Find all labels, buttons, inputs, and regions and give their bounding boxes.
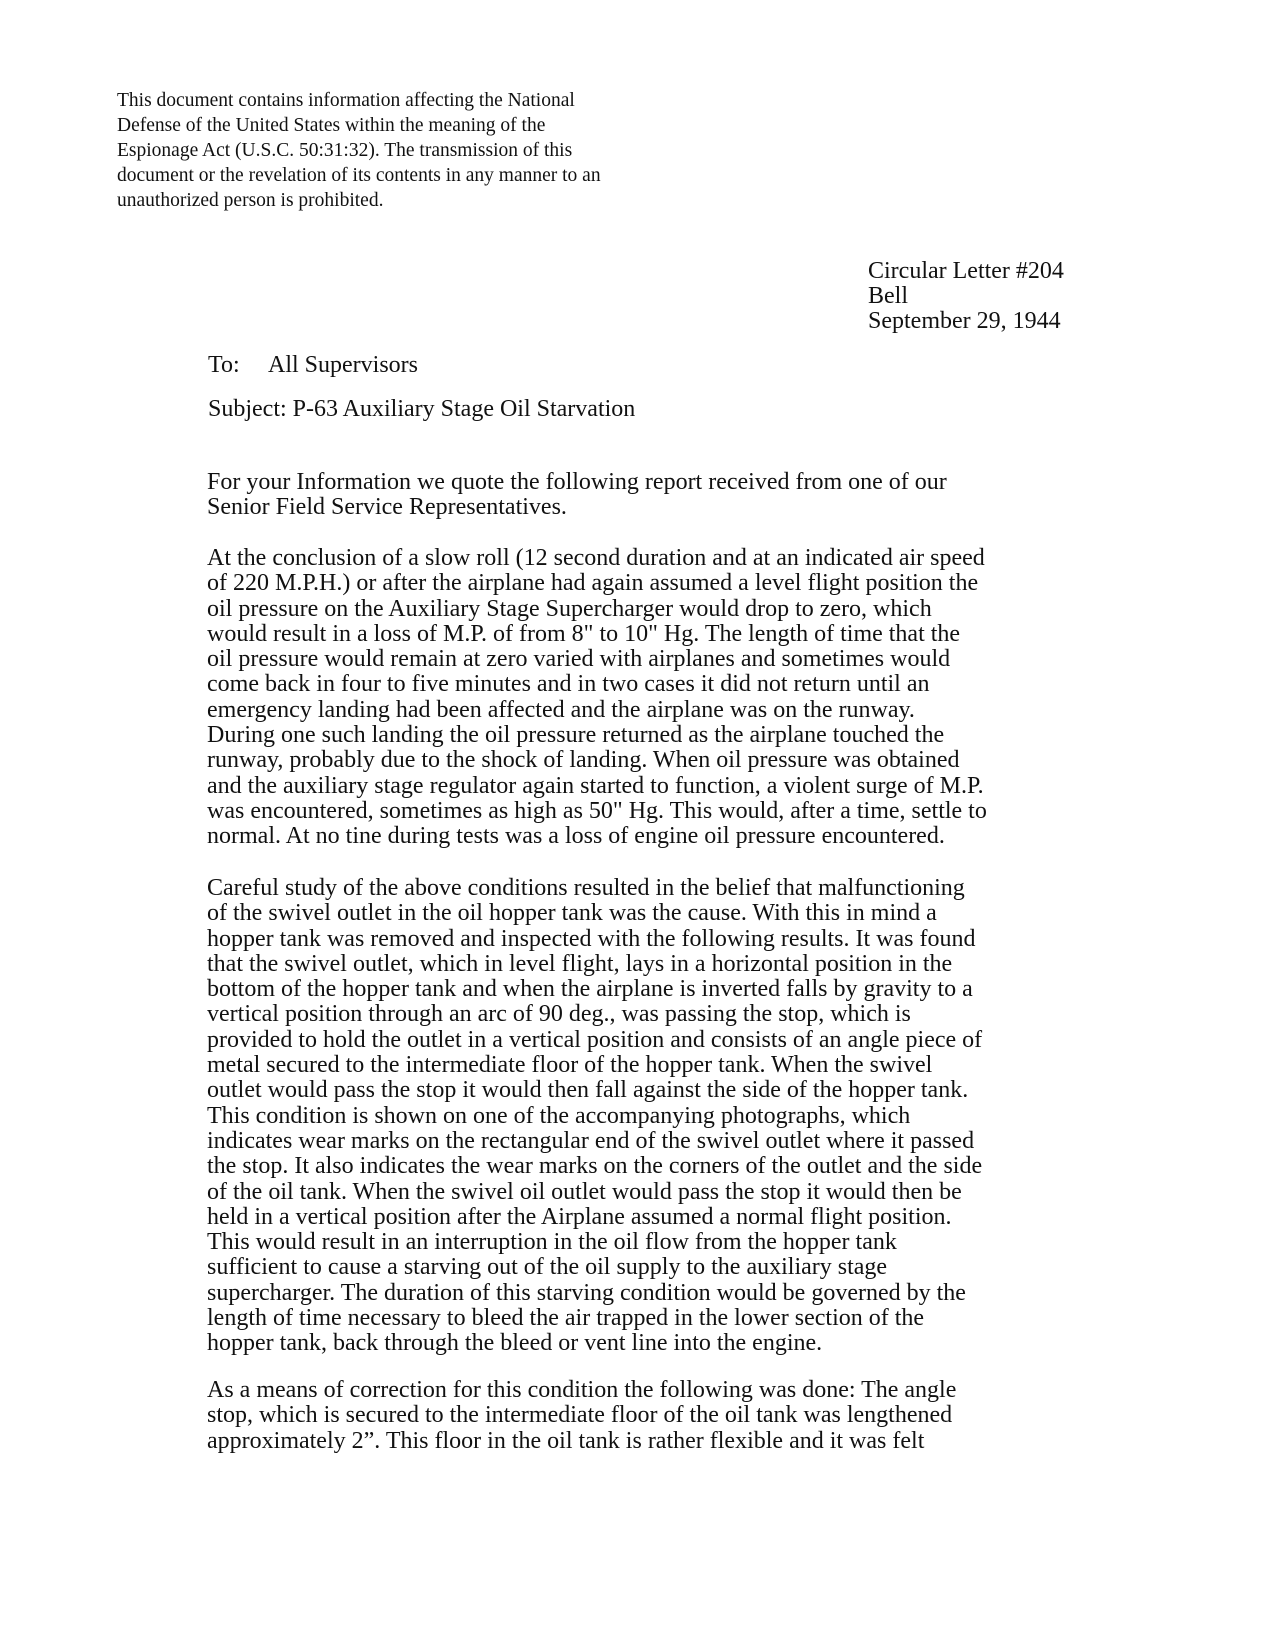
body-paragraph-observations (207, 546, 987, 850)
security-notice-line: unauthorized person is prohibited. (117, 190, 384, 211)
paragraph-line: of the swivel outlet in the oil hopper tank was the cause. With this in mind a (207, 900, 937, 927)
paragraph-line: sufficient to cause a starving out of the oil supply to the auxiliary stage (207, 1254, 888, 1281)
paragraph-line: the stop. It also indicates the wear marks on the corners of the outlet and the side (207, 1153, 983, 1180)
recipient-label: To: (208, 352, 240, 378)
paragraph-line: length of time necessary to bleed the air trapped in the lower section of the (207, 1305, 925, 1332)
security-notice-line: Espionage Act (U.S.C. 50:31:32). The transmission of this (117, 140, 573, 161)
paragraph-line: approximately 2”. This floor in the oil tank is rather flexible and it was felt (207, 1427, 925, 1454)
paragraph-line: runway, probably due to the shock of landing. When oil pressure was obtained (207, 747, 960, 774)
paragraph-line: emergency landing had been affected and the airplane was on the runway. (207, 696, 915, 723)
paragraph-line: vertical position through an arc of 90 deg., was passing the stop, which is (207, 1001, 911, 1028)
security-notice-line: Defense of the United States within the meaning of the (117, 115, 546, 136)
paragraph-line: Senior Field Service Representatives. (207, 494, 567, 521)
paragraph-line: At the conclusion of a slow roll (12 second duration and at an indicated air speed (207, 545, 985, 571)
paragraph-line: hopper tank, back through the bleed or vent line into the engine. (207, 1330, 823, 1357)
body-paragraph-analysis (207, 876, 982, 1357)
paragraph-line: hopper tank was removed and inspected with the following results. It was found (207, 925, 976, 952)
paragraph-line: For your Information we quote the following report received from one of our (207, 469, 947, 495)
paragraph-line: and the auxiliary stage regulator again started to function, a violent surge of M.P. (207, 772, 984, 799)
paragraph-line: come back in four to five minutes and in two cases it did not return until an (207, 671, 930, 698)
paragraph-line: held in a vertical position after the Airplane assumed a normal flight position. (207, 1203, 952, 1230)
paragraph-line: that the swivel outlet, which in level flight, lays in a horizontal position in the (207, 950, 953, 977)
paragraph-line: During one such landing the oil pressure returned as the airplane touched the (207, 722, 945, 749)
letter-date: September 29, 1944 (868, 308, 1061, 334)
letter-header (868, 259, 1064, 334)
paragraph-line: of 220 M.P.H.) or after the airplane had again assumed a level flight position the (207, 570, 979, 597)
security-notice-line: This document contains information affecting the National (117, 90, 575, 111)
paragraph-line: This would result in an interruption in the oil flow from the hopper tank (207, 1229, 897, 1256)
paragraph-line: bottom of the hopper tank and when the airplane is inverted falls by gravity to a (207, 976, 973, 1003)
paragraph-line: outlet would pass the stop it would then fall against the side of the hopper tank. (207, 1077, 969, 1104)
recipient-line (208, 351, 418, 379)
paragraph-line: normal. At no tine during tests was a loss of engine oil pressure encountered. (207, 823, 945, 850)
company-name: Bell (868, 283, 908, 309)
subject-line: Subject: P-63 Auxiliary Stage Oil Starvation (208, 396, 636, 422)
body-paragraph-correction (207, 1378, 956, 1454)
paragraph-line: supercharger. The duration of this starving condition would be governed by the (207, 1279, 966, 1306)
security-notice-line: document or the revelation of its contents in any manner to an (117, 165, 601, 186)
paragraph-line: oil pressure would remain at zero varied with airplanes and sometimes would (207, 646, 951, 673)
paragraph-line: of the oil tank. When the swivel oil outlet would pass the stop it would then be (207, 1178, 962, 1205)
letter-number: Circular Letter #204 (868, 258, 1064, 284)
security-notice (117, 88, 647, 213)
paragraph-line: was encountered, sometimes as high as 50" Hg. This would, after a time, settle to (207, 797, 987, 824)
paragraph-line: oil pressure on the Auxiliary Stage Supercharger would drop to zero, which (207, 595, 932, 622)
paragraph-line: provided to hold the outlet in a vertical position and consists of an angle piece of (207, 1026, 983, 1053)
paragraph-line: would result in a loss of M.P. of from 8" to 10" Hg. The length of time that the (207, 620, 961, 647)
recipient-value: All Supervisors (268, 352, 418, 378)
paragraph-line: indicates wear marks on the rectangular end of the swivel outlet where it passed (207, 1127, 975, 1154)
paragraph-line: As a means of correction for this condition the following was done: The angle (207, 1377, 957, 1403)
paragraph-line: stop, which is secured to the intermediate floor of the oil tank was lengthened (207, 1402, 953, 1429)
paragraph-line: This condition is shown on one of the accompanying photographs, which (207, 1102, 911, 1129)
paragraph-line: metal secured to the intermediate floor of the hopper tank. When the swivel (207, 1052, 933, 1079)
paragraph-line: Careful study of the above conditions resulted in the belief that malfunctioning (207, 875, 965, 901)
body-paragraph-intro (207, 470, 947, 521)
